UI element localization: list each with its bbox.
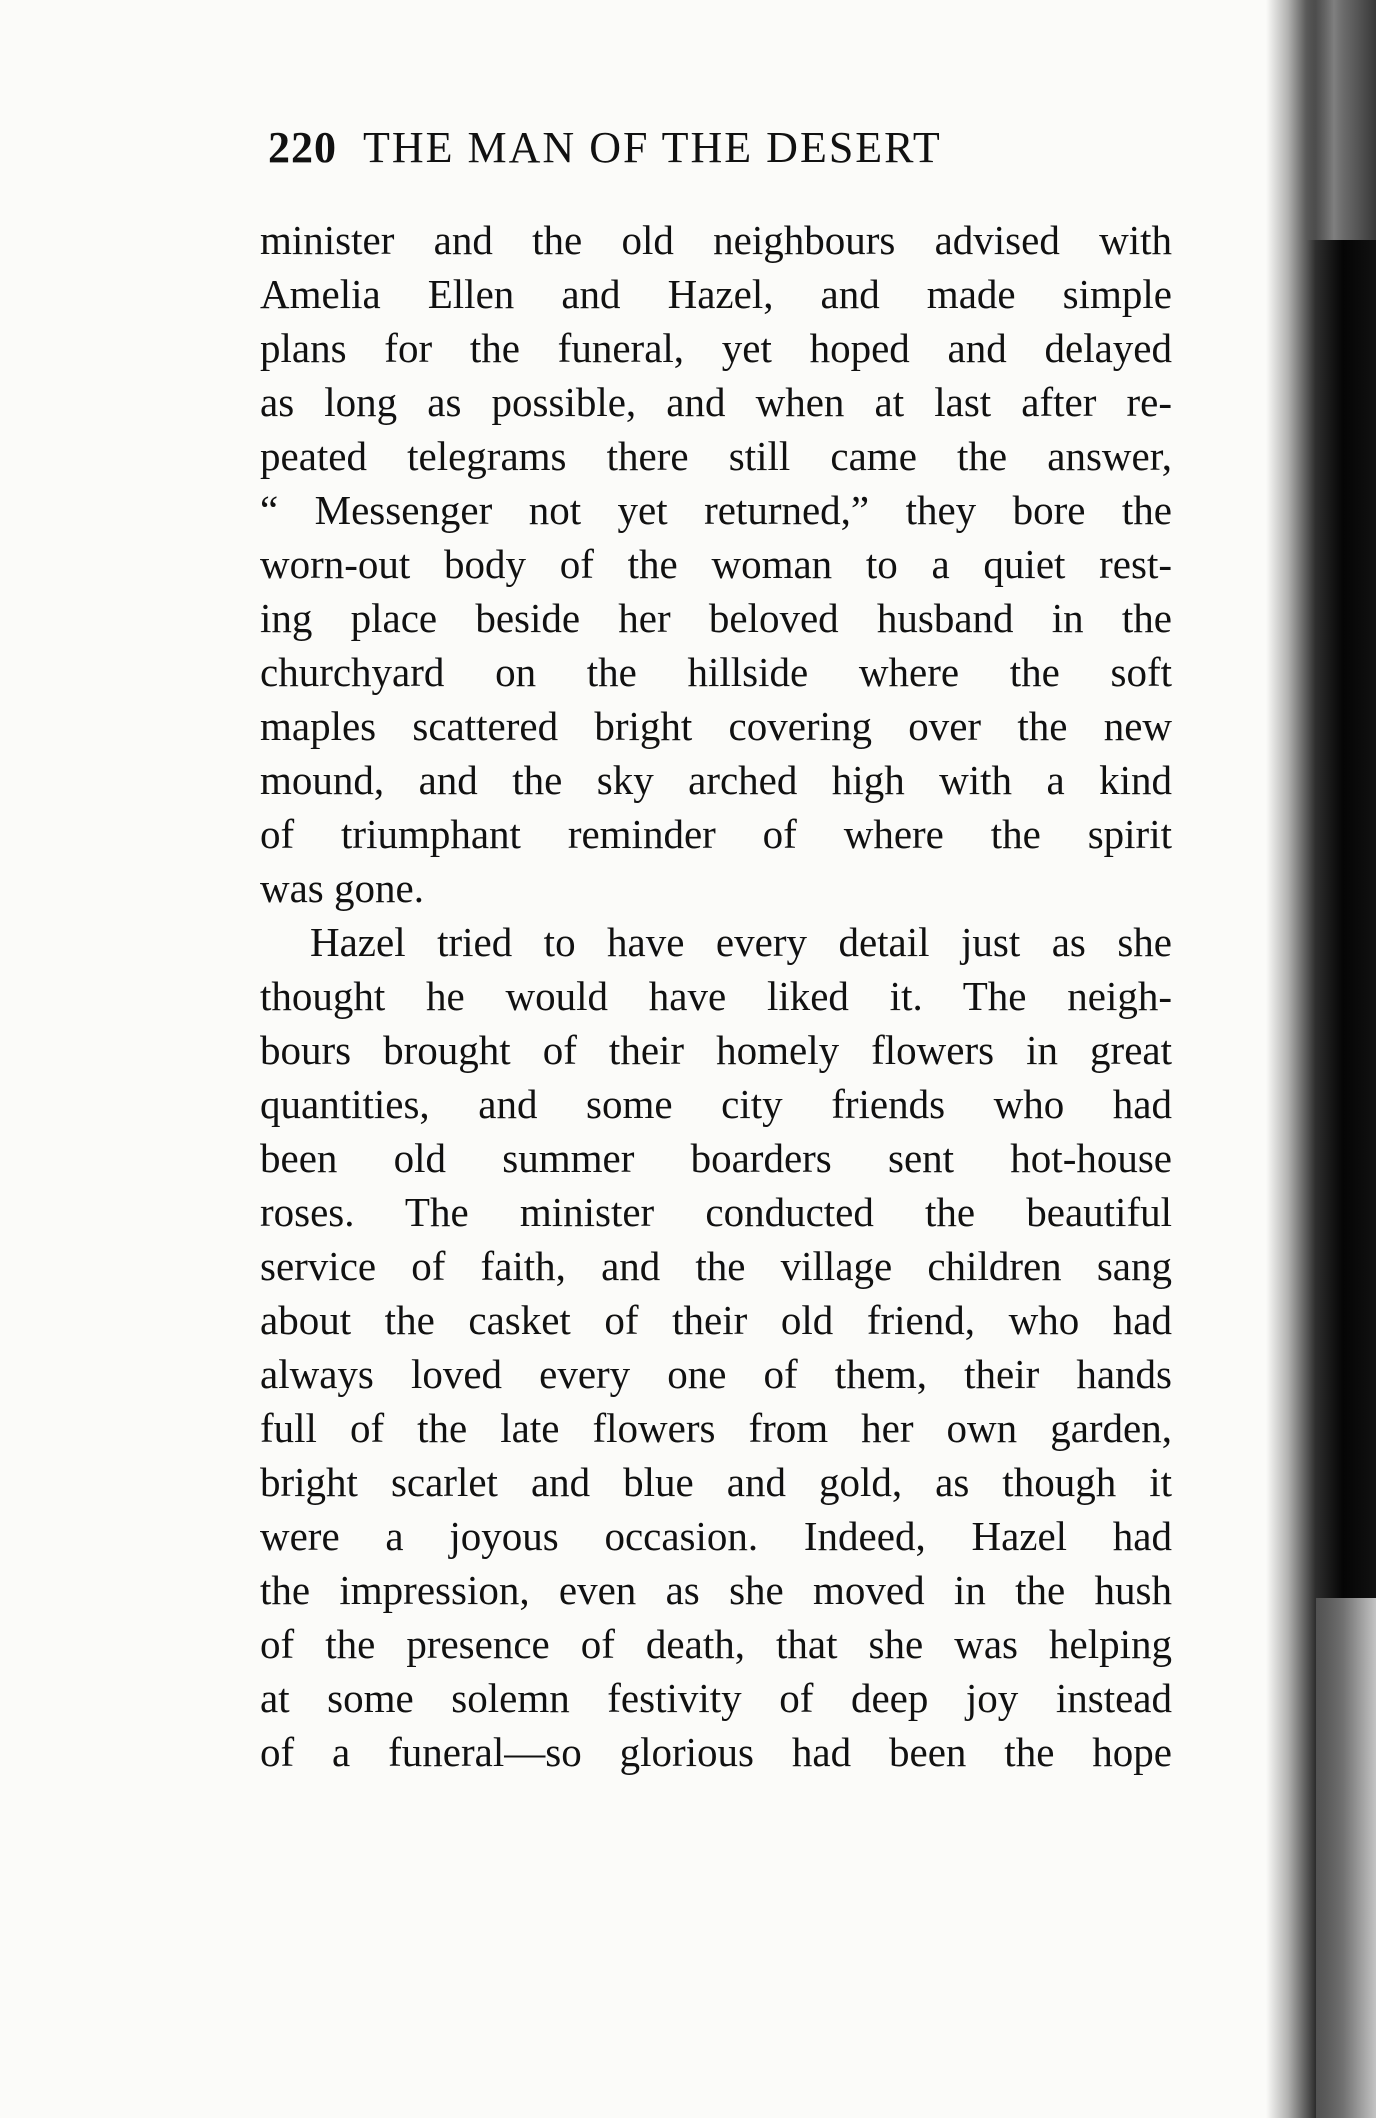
text-line: at some solemn festivity of deep joy instead — [260, 1675, 1172, 1721]
text-line: peated telegrams there still came the answer, — [260, 433, 1172, 479]
text-line: maples scattered bright covering over the new — [260, 703, 1172, 749]
text-line: of triumphant reminder of where the spirit — [260, 811, 1172, 857]
text-line: Hazel tried to have every detail just as she — [310, 919, 1172, 965]
text-line: “ Messenger not yet returned,” they bore the — [260, 487, 1172, 533]
text-line: of a funeral—so glorious had been the hope — [260, 1729, 1172, 1775]
text-line: been old summer boarders sent hot-house — [260, 1135, 1172, 1181]
running-title: THE MAN OF THE DESERT — [363, 123, 942, 172]
text-line: service of faith, and the village children sang — [260, 1243, 1172, 1289]
text-line: the impression, even as she moved in the hush — [260, 1567, 1172, 1613]
running-header — [268, 118, 942, 178]
text-line: about the casket of their old friend, who had — [260, 1297, 1172, 1343]
page-number: 220 — [268, 123, 337, 172]
text-line: worn-out body of the woman to a quiet rest- — [260, 541, 1172, 587]
binding-shadow-top — [1306, 0, 1376, 240]
body-text — [260, 213, 1172, 1779]
text-line: quantities, and some city friends who had — [260, 1081, 1172, 1127]
text-line: were a joyous occasion. Indeed, Hazel had — [260, 1513, 1172, 1559]
text-line: was gone. — [260, 865, 424, 911]
text-line: bright scarlet and blue and gold, as though it — [260, 1459, 1172, 1505]
text-line: always loved every one of them, their hands — [260, 1351, 1172, 1397]
text-line: full of the late flowers from her own garden, — [260, 1405, 1172, 1451]
text-line: bours brought of their homely flowers in great — [260, 1027, 1172, 1073]
text-line: mound, and the sky arched high with a kind — [260, 757, 1172, 803]
text-line: ing place beside her beloved husband in the — [260, 595, 1172, 641]
binding-shadow-bottom — [1316, 1598, 1376, 2118]
text-line: roses. The minister conducted the beautiful — [260, 1189, 1172, 1235]
text-line: thought he would have liked it. The neigh- — [260, 973, 1172, 1019]
text-line: plans for the funeral, yet hoped and delayed — [260, 325, 1172, 371]
text-line: Amelia Ellen and Hazel, and made simple — [260, 271, 1172, 317]
text-line: minister and the old neighbours advised with — [260, 217, 1172, 263]
text-line: as long as possible, and when at last after re- — [260, 379, 1172, 425]
text-line: churchyard on the hillside where the soft — [260, 649, 1172, 695]
text-line: of the presence of death, that she was helping — [260, 1621, 1172, 1667]
